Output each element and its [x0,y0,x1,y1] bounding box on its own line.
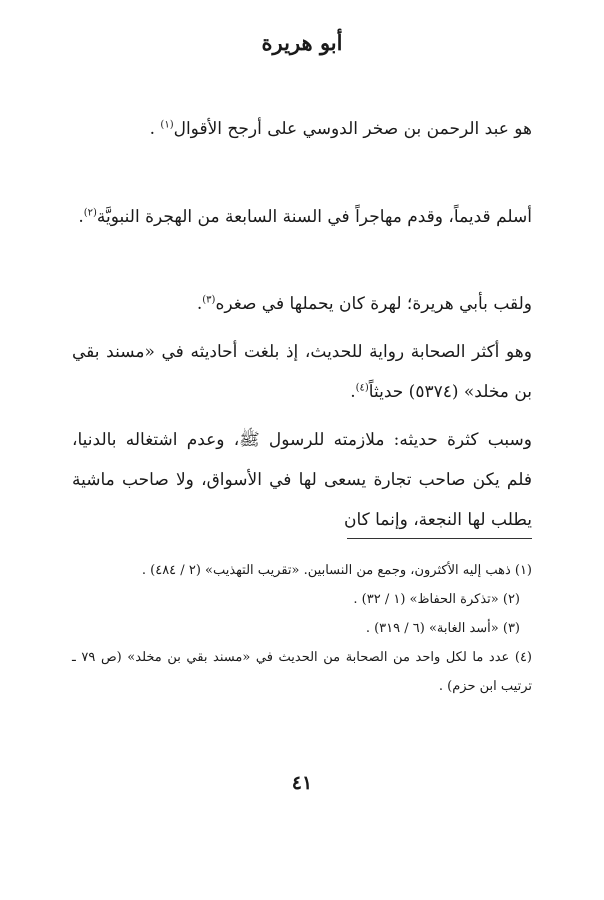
footnote-marker: (٤) [355,382,369,394]
paragraph-text: أسلم قديماً، وقدم مهاجراً في السنة السابعة من الهجرة النبويَّة [96,207,532,227]
footnote-4: (٤) عدد ما لكل واحد من الصحابة من الحديث في «مسند بقي بن مخلد» (ص ٧٩ ـ ترتيب ابن حزم) . [72,650,532,694]
body-paragraph-2 [72,197,532,237]
footnote-3: (٣) «أسد الغابة» (٦ / ٣١٩) . [365,621,520,636]
footnote-1: (١) ذهب إليه الأكثرون، وجمع من النسابين. «تقريب التهذيب» (٢ / ٤٨٤) . [141,563,532,578]
paragraph-end: . [149,119,161,139]
paragraph-text: ولقب بأبي هريرة؛ لهرة كان يحملها في صغره [215,294,532,314]
page-number: ٤١ [291,772,313,794]
body-paragraph-1 [72,109,532,149]
paragraph-text: وهو أكثر الصحابة رواية للحديث، إذ بلغت أحاديثه في «مسند بقي بن مخلد» (٥٣٧٤) حديثاً [72,342,532,402]
footnote-marker: (١) [160,119,174,131]
footnote-marker: (٢) [83,207,97,219]
body-paragraph-3 [72,284,532,324]
footnotes [72,556,532,701]
footnote-2: (٢) «تذكرة الحفاظ» (١ / ٣٢) . [353,592,520,607]
paragraph-end: . [196,294,203,314]
paragraph-end: . [350,382,356,402]
paragraph-end: . [78,207,84,227]
body-paragraph-5 [72,420,532,540]
footnote-divider [347,538,532,539]
paragraph-text: وسبب كثرة حديثه: ملازمته للرسول ﷺ، وعدم اشتغاله بالدنيا، فلم يكن صاحب تجارة يسعى لها في الأسواق، ولا صاحب ماشية يطلب لها النجعة، وإنما كان [72,430,532,530]
paragraph-text: هو عبد الرحمن بن صخر الدوسي على أرجح الأقوال [173,119,532,139]
body-paragraph-4 [72,332,532,412]
page-title: أبو هريرة [261,30,343,55]
footnote-marker: (٣) [202,294,216,306]
